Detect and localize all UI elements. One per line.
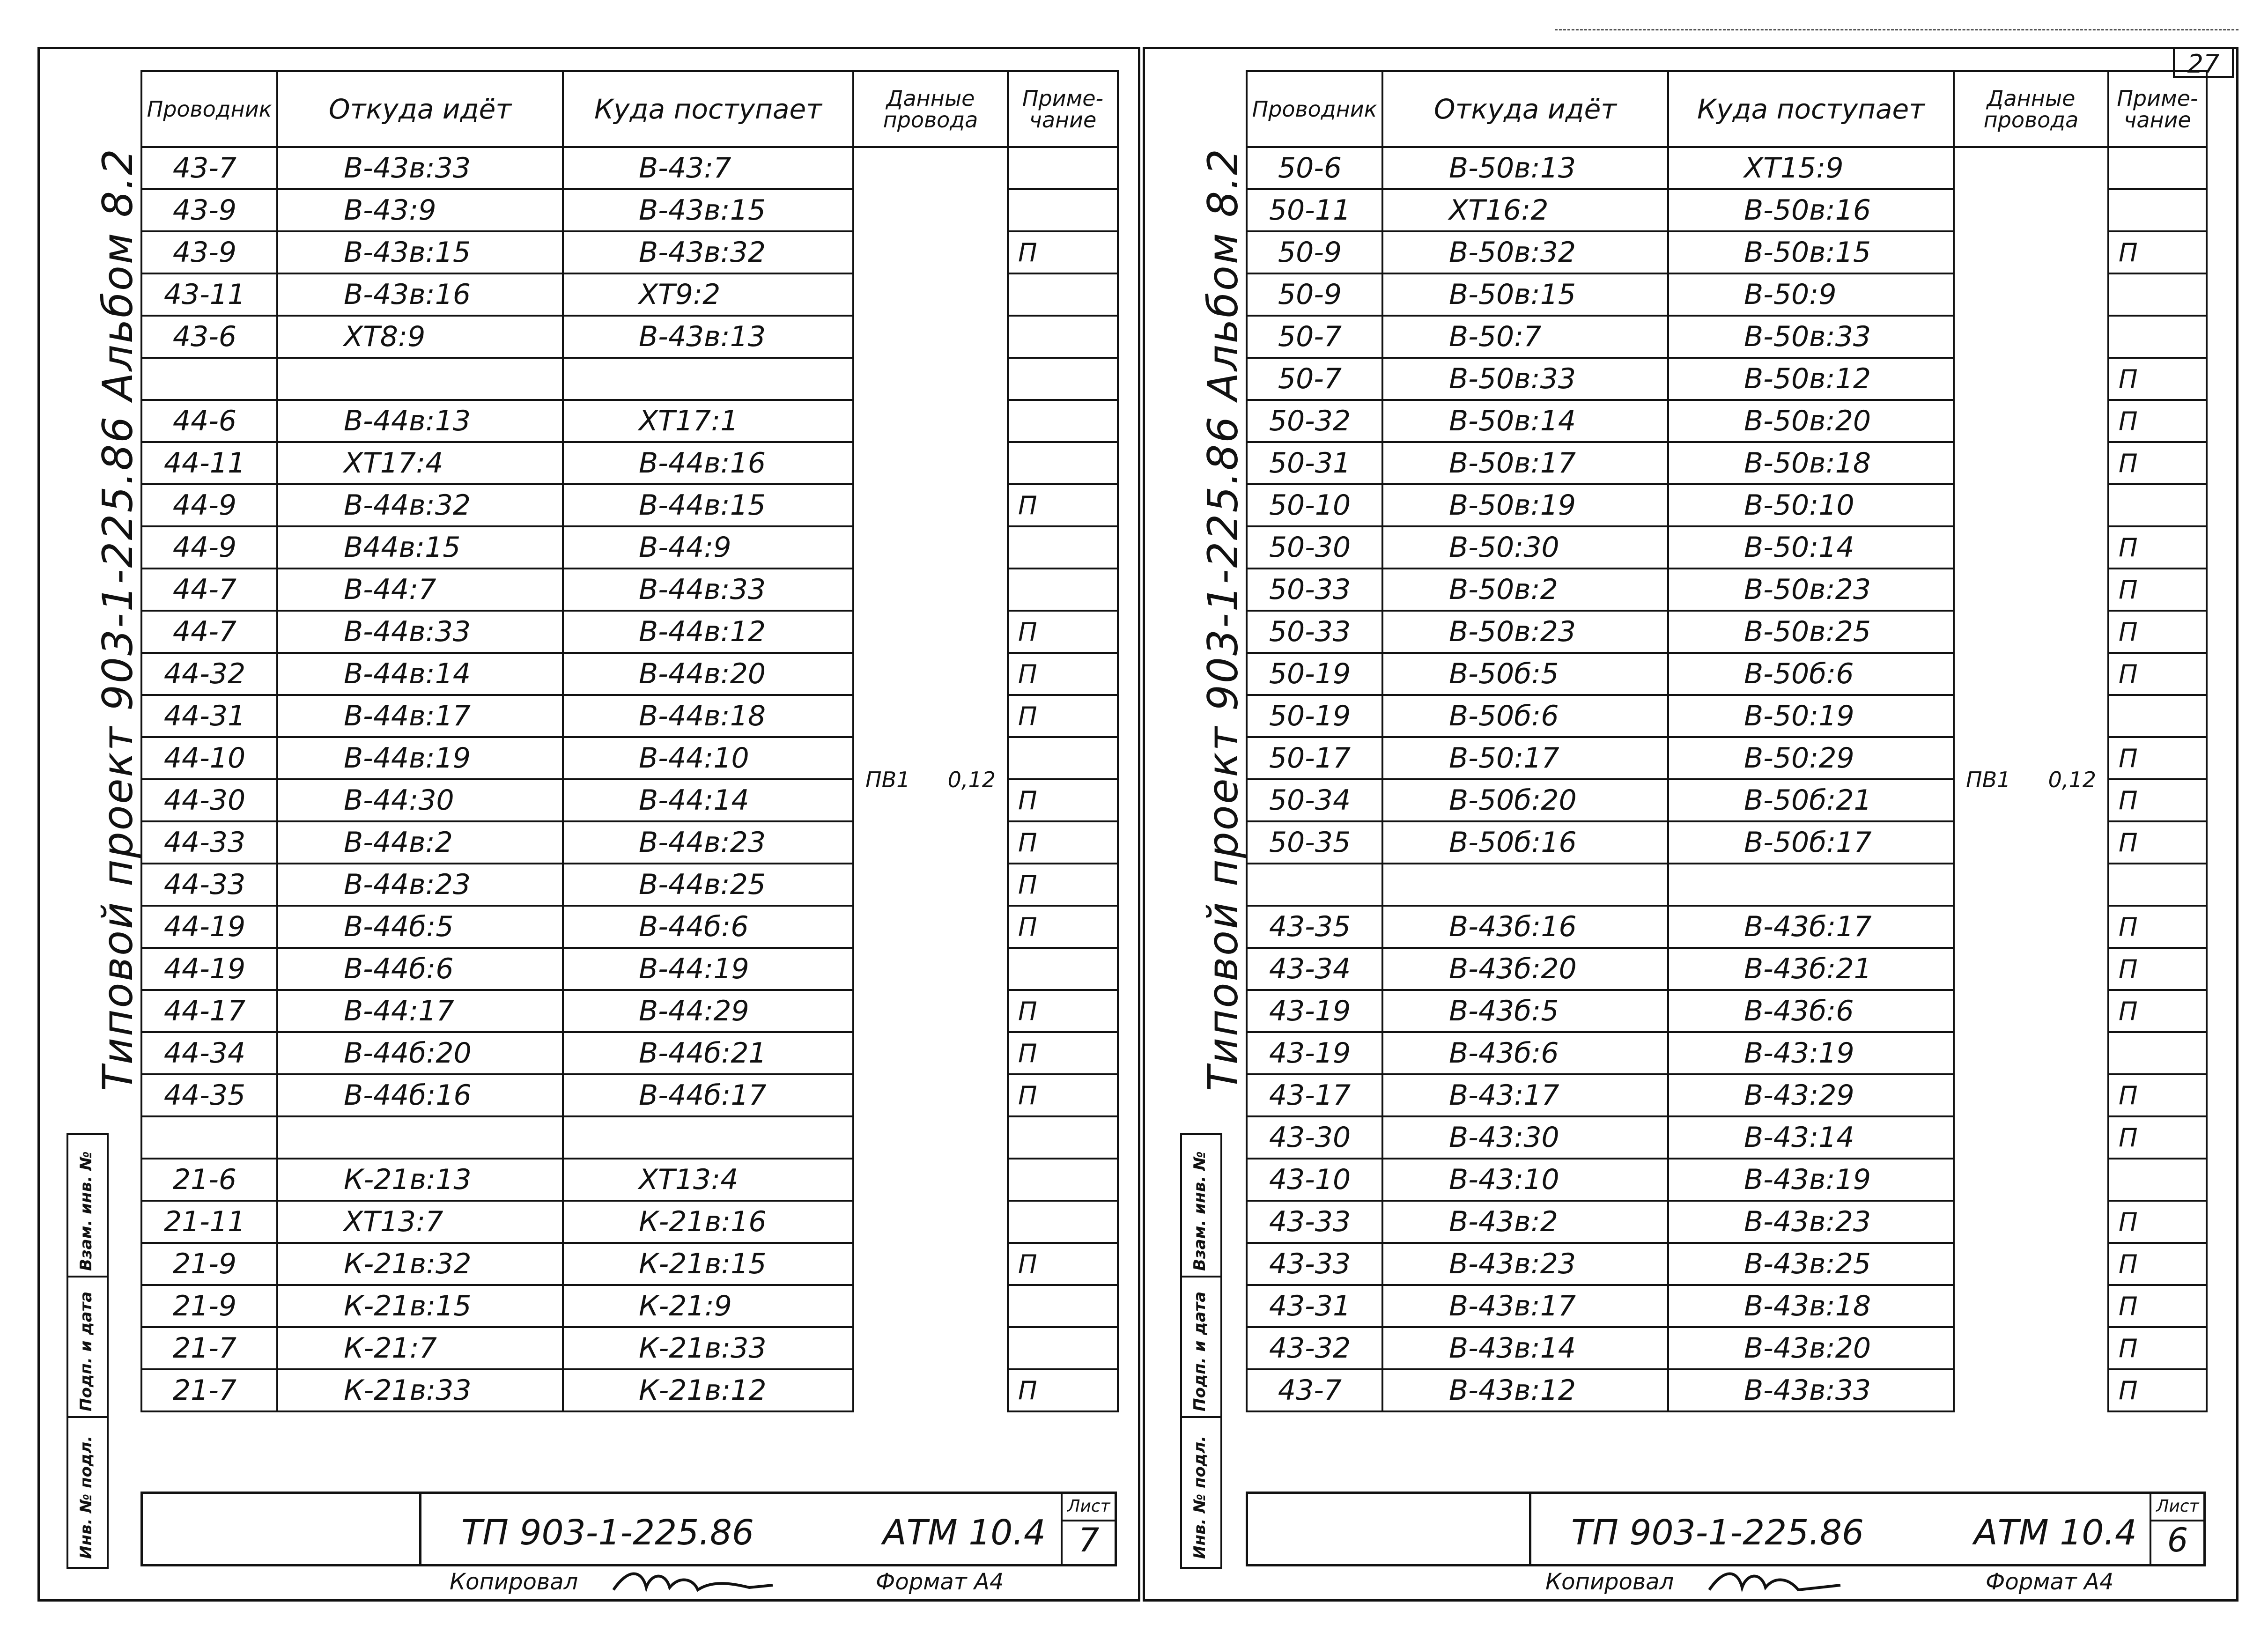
to-cell: В-44:19 [563,948,853,990]
to-cell: В-43в:33 [1668,1369,1954,1411]
note-cell: П [1008,484,1118,526]
from-cell: В-43в:33 [277,147,563,189]
to-cell: В-44б:21 [563,1032,853,1074]
to-cell: К-21в:16 [563,1201,853,1243]
to-cell: В-44в:25 [563,864,853,906]
conductor-cell: 21-7 [141,1327,277,1369]
to-cell: В-43в:15 [563,189,853,231]
conductor-cell: 21-9 [141,1243,277,1285]
note-cell: П [2108,1327,2207,1369]
stamp-inv-label-right: Инв. № подл. [1190,1435,1209,1559]
from-cell: В-50:30 [1382,526,1668,569]
note-cell [1008,316,1118,358]
conductor-cell: 43-9 [141,189,277,231]
to-cell: В-43:29 [1668,1074,1954,1116]
conductor-cell: 43-35 [1247,906,1382,948]
from-cell: В-44в:17 [277,695,563,737]
from-cell: В-50в:32 [1382,231,1668,273]
from-cell: В-50в:13 [1382,147,1668,189]
from-cell: В-43:10 [1382,1159,1668,1201]
right-format-label: Формат А4 [1986,1569,2114,1595]
to-cell: В-50в:25 [1668,611,1954,653]
from-cell: В-50б:16 [1382,821,1668,864]
to-cell: В-43в:13 [563,316,853,358]
note-cell: П [1008,653,1118,695]
conductor-cell: 44-30 [141,779,277,821]
note-cell [1008,147,1118,189]
from-cell: В-44в:13 [277,400,563,442]
note-cell: П [2108,990,2207,1032]
note-cell: П [2108,1074,2207,1116]
to-cell: В-43б:6 [1668,990,1954,1032]
conductor-cell: 44-9 [141,526,277,569]
to-cell: В-44в:20 [563,653,853,695]
header-conductor: Проводник [141,71,277,147]
conductor-cell: 44-7 [141,569,277,611]
from-cell: В-43в:15 [277,231,563,273]
from-cell: В-43в:12 [1382,1369,1668,1411]
from-cell: В-43б:5 [1382,990,1668,1032]
left-doc-code: ТП 903-1-225.86 [461,1513,754,1553]
left-doc-mark: АТМ 10.4 [883,1513,1046,1553]
to-cell: В-43в:32 [563,231,853,273]
to-cell: В-44в:18 [563,695,853,737]
from-cell: В-44б:20 [277,1032,563,1074]
wire-spec: ПВ1 [1966,767,2011,792]
to-cell: В-50:29 [1668,737,1954,779]
conductor-cell: 43-31 [1247,1285,1382,1327]
to-cell: В-43:14 [1668,1116,1954,1159]
to-cell: В-50в:20 [1668,400,1954,442]
note-cell [1008,1116,1118,1159]
from-cell: В-43б:20 [1382,948,1668,990]
from-cell: В-50в:19 [1382,484,1668,526]
header-note: Приме-чание [1008,71,1118,147]
to-cell: В-44:10 [563,737,853,779]
conductor-cell: 50-17 [1247,737,1382,779]
right-copier-signature [1705,1564,1845,1602]
conductor-cell: 43-33 [1247,1243,1382,1285]
stamp-inv-label: Инв. № подл. [77,1435,96,1559]
from-cell: К-21:7 [277,1327,563,1369]
from-cell: В-50:7 [1382,316,1668,358]
note-cell [1008,737,1118,779]
to-cell: В-44в:23 [563,821,853,864]
stamp-sign-label: Подп. и дата [77,1291,96,1411]
left-copier-signature [609,1564,777,1602]
from-cell: ХТ8:9 [277,316,563,358]
to-cell: В-44б:6 [563,906,853,948]
note-cell: П [2108,400,2207,442]
to-cell: В-44в:12 [563,611,853,653]
from-cell: В-43в:17 [1382,1285,1668,1327]
conductor-cell [1247,864,1382,906]
conductor-cell: 50-7 [1247,316,1382,358]
note-cell: П [1008,1032,1118,1074]
conductor-cell: 50-34 [1247,779,1382,821]
conductor-cell: 44-31 [141,695,277,737]
note-cell: П [1008,1243,1118,1285]
to-cell [563,358,853,400]
to-cell: В-50:9 [1668,273,1954,316]
conductor-cell: 44-32 [141,653,277,695]
right-sheet-number: 6 [2167,1521,2188,1559]
to-cell: В-43:7 [563,147,853,189]
conductor-cell: 21-7 [141,1369,277,1411]
conductor-cell: 50-33 [1247,611,1382,653]
note-cell [2108,695,2207,737]
conductor-cell: 50-9 [1247,273,1382,316]
to-cell: В-43в:18 [1668,1285,1954,1327]
to-cell: В-43б:17 [1668,906,1954,948]
to-cell: В-43б:21 [1668,948,1954,990]
wire-spec: ПВ1 [865,767,910,792]
from-cell: В-43в:16 [277,273,563,316]
from-cell: В-44:30 [277,779,563,821]
header-from-right: Откуда идёт [1382,71,1668,147]
from-cell: В-44в:19 [277,737,563,779]
conductor-cell: 44-35 [141,1074,277,1116]
from-cell: В-50в:23 [1382,611,1668,653]
note-cell: П [2108,906,2207,948]
note-cell: П [2108,526,2207,569]
note-cell [1008,1201,1118,1243]
conductor-cell: 50-10 [1247,484,1382,526]
to-cell: В-50в:15 [1668,231,1954,273]
conductor-cell: 43-33 [1247,1201,1382,1243]
note-cell: П [1008,779,1118,821]
note-cell [2108,484,2207,526]
note-cell: П [1008,864,1118,906]
from-cell: К-21в:15 [277,1285,563,1327]
table-row [1247,147,2207,189]
conductor-cell: 43-9 [141,231,277,273]
wire-section: 0,12 [2048,767,2096,792]
note-cell [1008,1285,1118,1327]
from-cell: В-50в:2 [1382,569,1668,611]
to-cell: ХТ17:1 [563,400,853,442]
conductor-cell: 44-7 [141,611,277,653]
from-cell: В-44:7 [277,569,563,611]
left-sheet-label: Лист [1063,1493,1115,1521]
note-cell [1008,948,1118,990]
to-cell: В-44в:33 [563,569,853,611]
conductor-cell: 43-17 [1247,1074,1382,1116]
to-cell: В-44:9 [563,526,853,569]
right-stamp-column [1180,1133,1222,1569]
left-title-block [140,1492,1117,1566]
conductor-cell: 43-7 [1247,1369,1382,1411]
from-cell: В-43:17 [1382,1074,1668,1116]
to-cell: В-43в:20 [1668,1327,1954,1369]
conductor-cell: 21-9 [141,1285,277,1327]
note-cell [1008,442,1118,484]
left-sheet-box [1061,1492,1117,1566]
conductor-cell: 43-11 [141,273,277,316]
conductor-cell: 50-35 [1247,821,1382,864]
from-cell: В-50в:14 [1382,400,1668,442]
conductor-cell: 50-9 [1247,231,1382,273]
to-cell: В-44б:17 [563,1074,853,1116]
left-wire-table [140,70,1119,1412]
note-cell: П [2108,1116,2207,1159]
conductor-cell: 43-10 [1247,1159,1382,1201]
to-cell: К-21в:15 [563,1243,853,1285]
to-cell: В-50в:18 [1668,442,1954,484]
from-cell: В-44:17 [277,990,563,1032]
to-cell [1668,864,1954,906]
to-cell: В-50в:33 [1668,316,1954,358]
conductor-cell: 44-17 [141,990,277,1032]
note-cell: П [1008,611,1118,653]
from-cell: В-44в:32 [277,484,563,526]
note-cell: П [1008,990,1118,1032]
from-cell: В-43в:2 [1382,1201,1668,1243]
right-title-block [1246,1492,2206,1566]
to-cell: В-44в:16 [563,442,853,484]
from-cell: В-43:30 [1382,1116,1668,1159]
to-cell: В-44:29 [563,990,853,1032]
header-note-right: Приме-чание [2108,71,2207,147]
from-cell: К-21в:13 [277,1159,563,1201]
to-cell: В-50в:16 [1668,189,1954,231]
note-cell: П [1008,695,1118,737]
from-cell: В-43в:23 [1382,1243,1668,1285]
note-cell: П [2108,653,2207,695]
from-cell [277,1116,563,1159]
from-cell [277,358,563,400]
note-cell [1008,1159,1118,1201]
top-edge-line [1555,29,2238,30]
conductor-cell: 43-32 [1247,1327,1382,1369]
from-cell: В-50в:15 [1382,273,1668,316]
note-cell [2108,1032,2207,1074]
note-cell: П [2108,231,2207,273]
conductor-cell: 44-11 [141,442,277,484]
from-cell: В-50:17 [1382,737,1668,779]
from-cell: В44в:15 [277,526,563,569]
note-cell: П [2108,1243,2207,1285]
right-sheet-label: Лист [2151,1493,2204,1521]
note-cell [2108,1159,2207,1201]
conductor-cell: 50-7 [1247,358,1382,400]
stamp-sign-label-right: Подп. и дата [1190,1291,1209,1411]
header-conductor-right: Проводник [1247,71,1382,147]
note-cell: П [1008,231,1118,273]
to-cell: ХТ13:4 [563,1159,853,1201]
to-cell: В-50в:23 [1668,569,1954,611]
from-cell: В-50в:17 [1382,442,1668,484]
right-side-title: Типовой проект 903-1-225.86 Альбом 8.2 [1199,147,1247,1091]
right-sheet-box [2150,1492,2206,1566]
left-format-label: Формат А4 [876,1569,1004,1595]
left-side-title: Типовой проект 903-1-225.86 Альбом 8.2 [94,147,142,1091]
to-cell: В-44:14 [563,779,853,821]
from-cell: В-44в:23 [277,864,563,906]
conductor-cell: 21-11 [141,1201,277,1243]
left-stamp-column [66,1133,109,1569]
note-cell [2108,273,2207,316]
from-cell: В-50в:33 [1382,358,1668,400]
note-cell [1008,358,1118,400]
header-wire-data: Данные провода [853,71,1008,147]
stamp-replace-label: Взам. инв. № [77,1151,96,1271]
conductor-cell: 50-32 [1247,400,1382,442]
conductor-cell: 43-6 [141,316,277,358]
conductor-cell: 44-6 [141,400,277,442]
to-cell: В-50б:6 [1668,653,1954,695]
conductor-cell: 43-7 [141,147,277,189]
to-cell: В-44в:15 [563,484,853,526]
left-sheet-number: 7 [1078,1521,1100,1559]
to-cell: К-21в:33 [563,1327,853,1369]
note-cell [1008,1327,1118,1369]
from-cell: В-44б:16 [277,1074,563,1116]
note-cell [2108,189,2207,231]
to-cell [563,1116,853,1159]
header-wire-data-right: Данные провода [1954,71,2108,147]
note-cell: П [2108,948,2207,990]
conductor-cell: 50-19 [1247,695,1382,737]
note-cell [1008,569,1118,611]
from-cell: ХТ16:2 [1382,189,1668,231]
to-cell: К-21в:12 [563,1369,853,1411]
conductor-cell: 44-33 [141,821,277,864]
from-cell: К-21в:32 [277,1243,563,1285]
left-copied-label: Копировал [450,1569,578,1595]
note-cell [2108,147,2207,189]
from-cell: К-21в:33 [277,1369,563,1411]
wire-section: 0,12 [947,767,996,792]
note-cell: П [1008,906,1118,948]
conductor-cell: 43-34 [1247,948,1382,990]
table-row [141,147,1118,189]
note-cell [1008,189,1118,231]
note-cell: П [2108,569,2207,611]
right-doc-code: ТП 903-1-225.86 [1571,1513,1864,1553]
note-cell: П [2108,1201,2207,1243]
right-copied-label: Копировал [1545,1569,1674,1595]
from-cell: В-44б:6 [277,948,563,990]
wire-data-cell [1954,147,2108,1411]
right-doc-mark: АТМ 10.4 [1974,1513,2137,1553]
from-cell: ХТ13:7 [277,1201,563,1243]
to-cell: В-50в:12 [1668,358,1954,400]
header-to: Куда поступает [563,71,853,147]
note-cell: П [2108,358,2207,400]
conductor-cell: 21-6 [141,1159,277,1201]
from-cell: В-50б:6 [1382,695,1668,737]
to-cell: ХТ9:2 [563,273,853,316]
to-cell: В-43в:19 [1668,1159,1954,1201]
note-cell [1008,400,1118,442]
from-cell: В-50б:20 [1382,779,1668,821]
conductor-cell: 44-19 [141,906,277,948]
conductor-cell: 43-19 [1247,990,1382,1032]
note-cell: П [2108,611,2207,653]
to-cell: В-50:14 [1668,526,1954,569]
note-cell: П [1008,1369,1118,1411]
note-cell: П [2108,1369,2207,1411]
to-cell: В-50б:17 [1668,821,1954,864]
right-wire-table [1246,70,2208,1412]
from-cell: В-44в:14 [277,653,563,695]
conductor-cell: 44-19 [141,948,277,990]
conductor-cell: 44-10 [141,737,277,779]
conductor-cell: 50-11 [1247,189,1382,231]
header-to-right: Куда поступает [1668,71,1954,147]
conductor-cell: 44-9 [141,484,277,526]
from-cell: В-43в:14 [1382,1327,1668,1369]
note-cell [1008,526,1118,569]
to-cell: В-50б:21 [1668,779,1954,821]
conductor-cell: 43-19 [1247,1032,1382,1074]
note-cell [2108,316,2207,358]
note-cell: П [1008,1074,1118,1116]
note-cell [2108,864,2207,906]
from-cell: В-43б:6 [1382,1032,1668,1074]
conductor-cell: 44-33 [141,864,277,906]
to-cell: К-21:9 [563,1285,853,1327]
from-cell: В-44б:5 [277,906,563,948]
from-cell: В-43б:16 [1382,906,1668,948]
conductor-cell: 43-30 [1247,1116,1382,1159]
conductor-cell: 50-6 [1247,147,1382,189]
to-cell: В-50:19 [1668,695,1954,737]
conductor-cell: 50-19 [1247,653,1382,695]
from-cell [1382,864,1668,906]
stamp-replace-label-right: Взам. инв. № [1190,1151,1209,1271]
from-cell: В-50б:5 [1382,653,1668,695]
conductor-cell: 44-34 [141,1032,277,1074]
from-cell: В-43:9 [277,189,563,231]
note-cell: П [2108,821,2207,864]
header-from: Откуда идёт [277,71,563,147]
to-cell: В-43в:25 [1668,1243,1954,1285]
note-cell [1008,273,1118,316]
from-cell: В-44в:33 [277,611,563,653]
conductor-cell [141,1116,277,1159]
to-cell: ХТ15:9 [1668,147,1954,189]
from-cell: В-44в:2 [277,821,563,864]
wire-data-cell [853,147,1008,1411]
note-cell: П [2108,779,2207,821]
conductor-cell [141,358,277,400]
note-cell: П [1008,821,1118,864]
note-cell: П [2108,737,2207,779]
conductor-cell: 50-33 [1247,569,1382,611]
page-number: 27 [2173,47,2234,78]
note-cell: П [2108,442,2207,484]
conductor-cell: 50-31 [1247,442,1382,484]
from-cell: ХТ17:4 [277,442,563,484]
to-cell: В-50:10 [1668,484,1954,526]
note-cell: П [2108,1285,2207,1327]
to-cell: В-43в:23 [1668,1201,1954,1243]
conductor-cell: 50-30 [1247,526,1382,569]
to-cell: В-43:19 [1668,1032,1954,1074]
